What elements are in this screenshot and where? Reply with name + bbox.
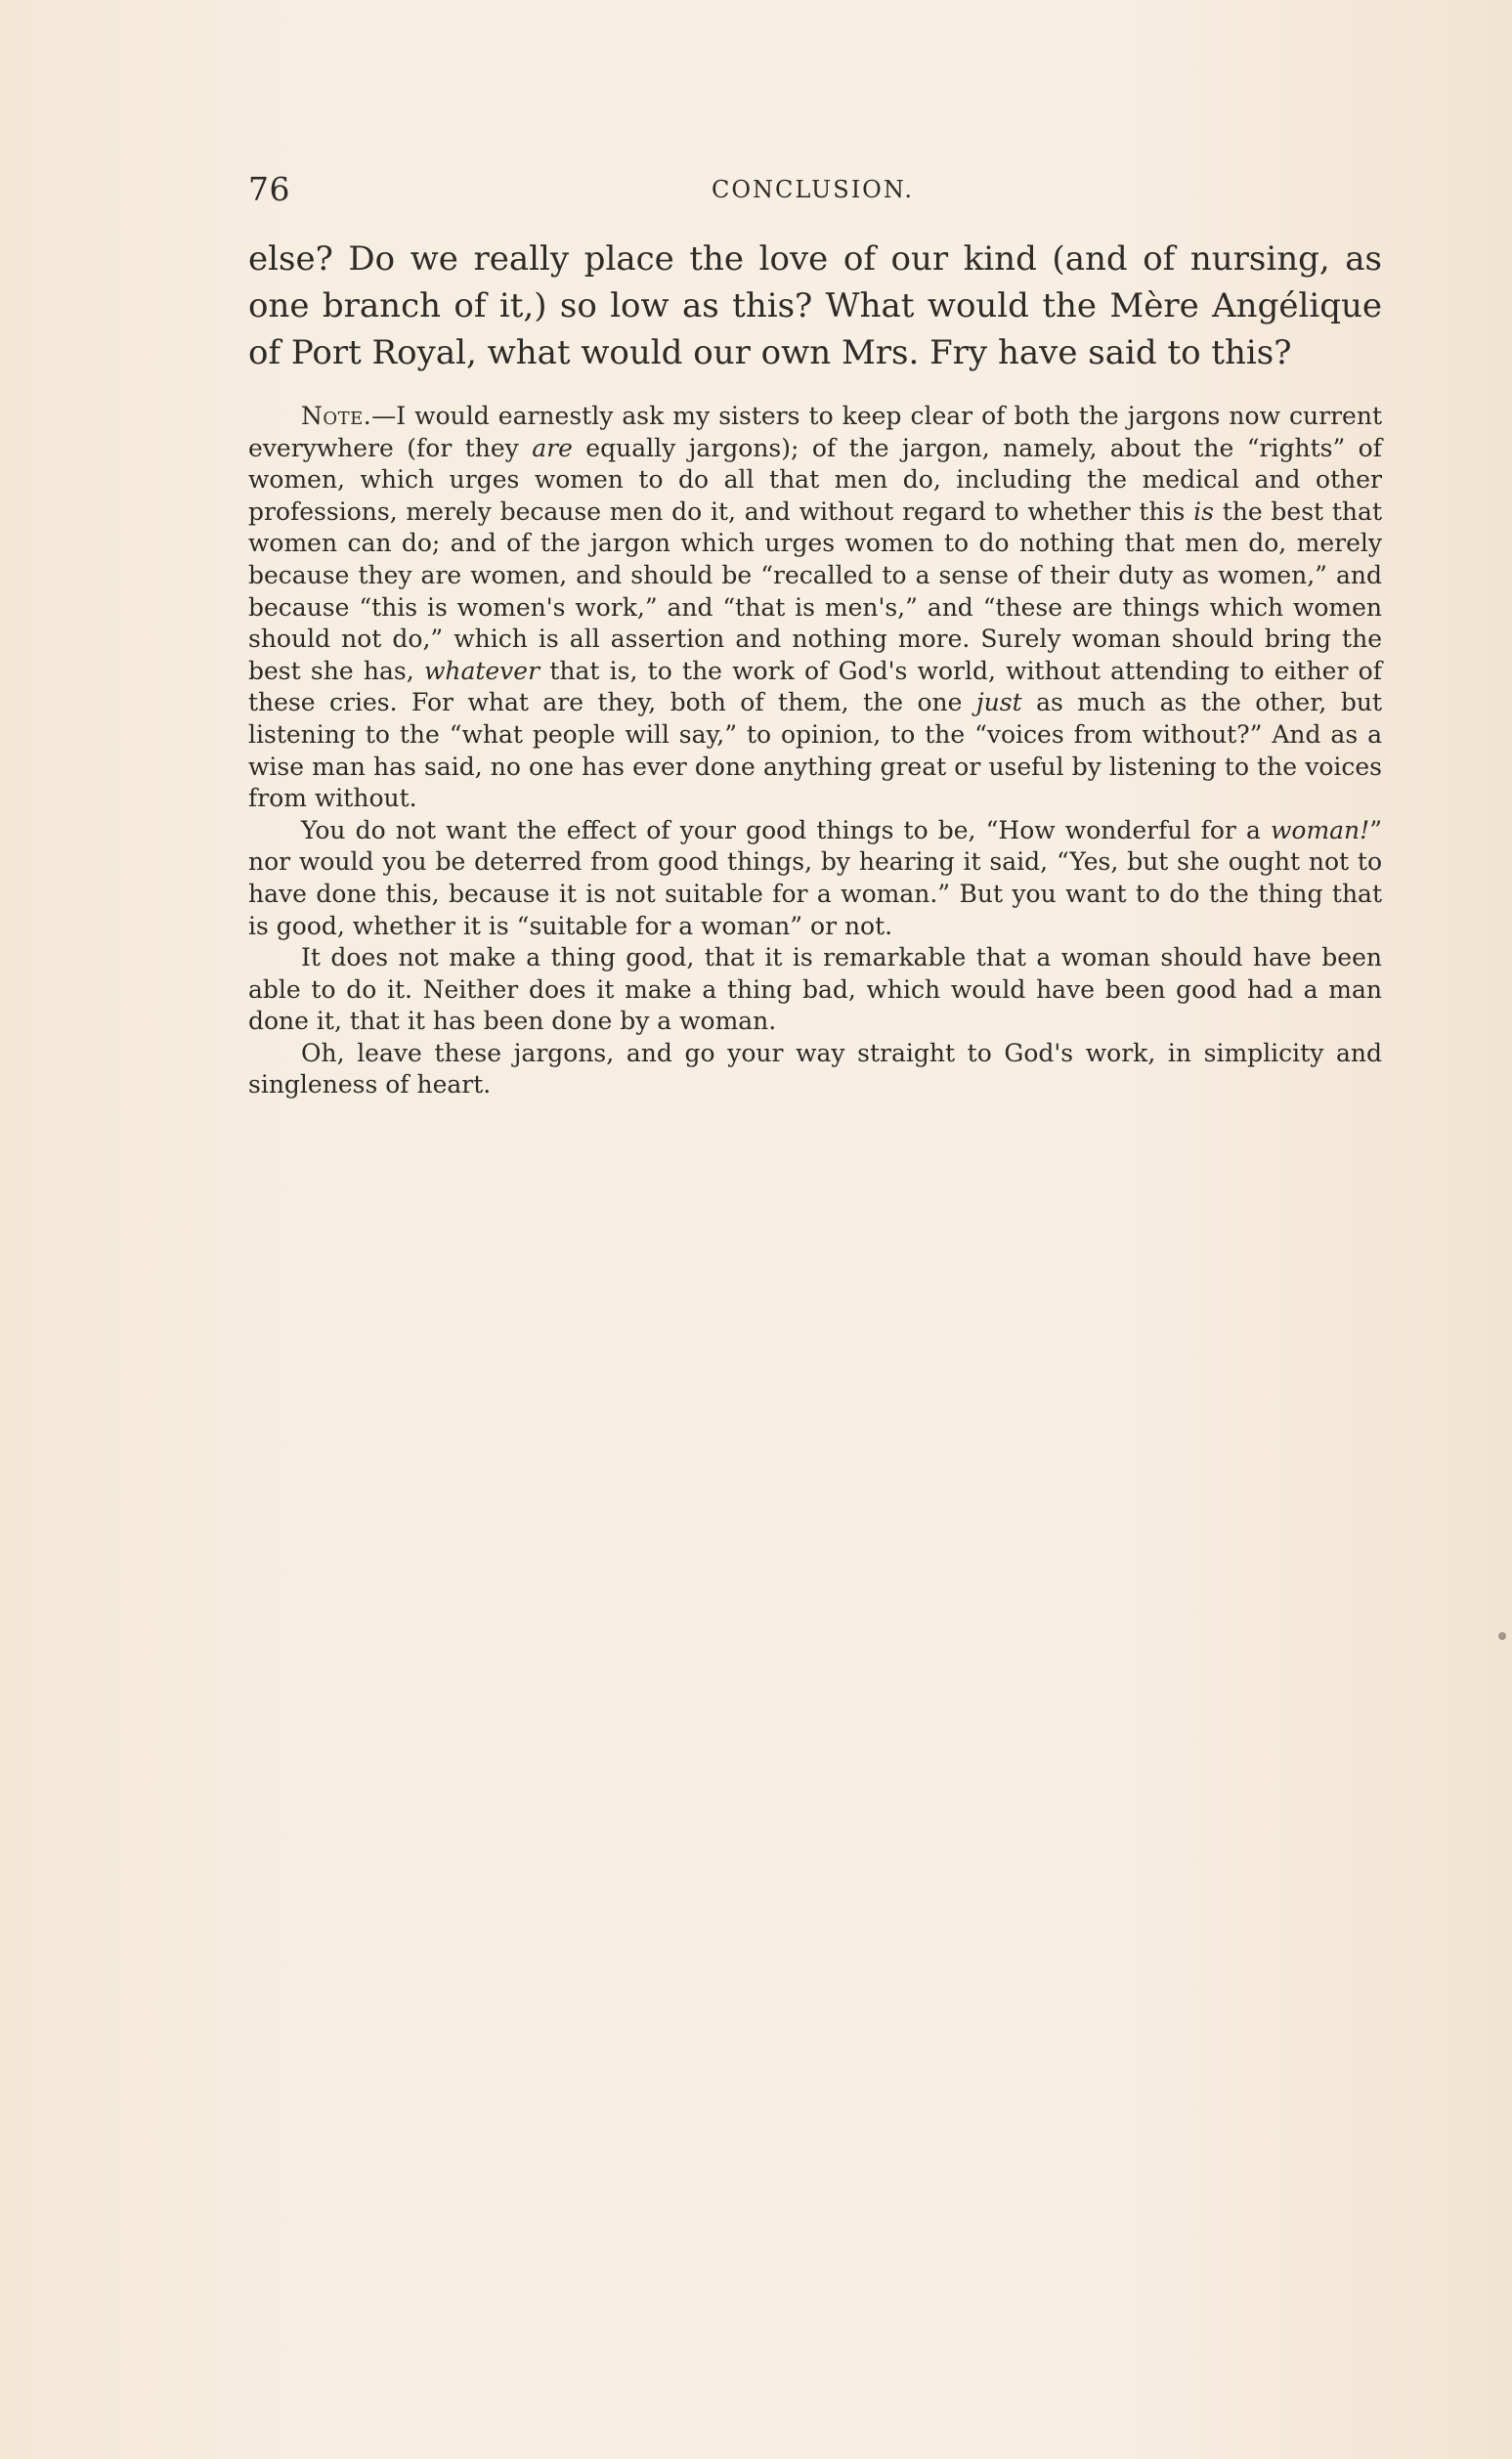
note-text-part-d: that is, to the work of God's world, without attending to either of these cries. For what are they, both of them, the one	[248, 656, 1382, 717]
note-paragraph-2-part-a: You do not want the effect of your good things to be, “How wonderful for a	[301, 815, 1271, 844]
note-paragraph-3: It does not make a thing good, that it is remarkable that a woman should have been able to do it. Neither does it make a thing bad, which would have been good had a man done it, that it has been done by a woman.	[248, 943, 1382, 1036]
note-emphasis-just: just	[975, 688, 1022, 717]
paper-speck	[1498, 1632, 1506, 1640]
note-text-part-b: equally jargons); of the jargon, namely, about the “rights” of women, which urges women to do all that men do, including the medical and other professions, merely because men do it, and without regard to whether this	[248, 433, 1382, 526]
note-text-part-a: —I would earnestly ask my sisters to keep clear of both the jargons now current everywhere (for they	[248, 402, 1382, 462]
note-paragraph-4: Oh, leave these jargons, and go your way straight to God's work, in simplicity and singleness of heart.	[248, 1038, 1382, 1100]
note-emphasis-is: is	[1193, 496, 1214, 526]
note-emphasis-are: are	[532, 433, 573, 462]
note-emphasis-woman: woman!	[1271, 815, 1370, 844]
note-section	[248, 401, 1382, 1101]
note-paragraph-2	[248, 815, 1382, 942]
note-text-part-e: as much as the other, but listening to the “what people will say,” to opinion, to the “voices from without?” And as a wise man has said, no one has ever done anything great or useful by listening to the voices from without.	[248, 688, 1382, 813]
note-paragraph-1	[248, 401, 1382, 815]
running-title: CONCLUSION.	[712, 176, 914, 203]
note-text-part-c: the best that women can do; and of the jargon which urges women to do nothing that men do, merely because they are women, and should be “recalled to a sense of their duty as women,” and because “this is women's work,” and “that is men's,” and “these are things which women should not do,” which is all assertion and nothing more. Surely woman should bring the best she has,	[248, 496, 1382, 685]
note-label: Note.	[301, 402, 372, 430]
page-header	[248, 170, 1382, 217]
note-paragraph-2-part-b: ” nor would you be deterred from good things, by hearing it said, “Yes, but she ought not to have done this, because it is not suitable for a woman.” But you want to do the thing that is good, whether it is “suitable for a woman” or not.	[248, 815, 1382, 940]
note-emphasis-whatever: whatever	[423, 656, 540, 685]
opening-paragraph: else? Do we really place the love of our kind (and of nursing, as one branch of it,) so low as this? What would the Mère Angélique of Port Royal, what would our own Mrs. Fry have said to this?	[248, 239, 1382, 372]
page-number: 76	[248, 170, 290, 208]
